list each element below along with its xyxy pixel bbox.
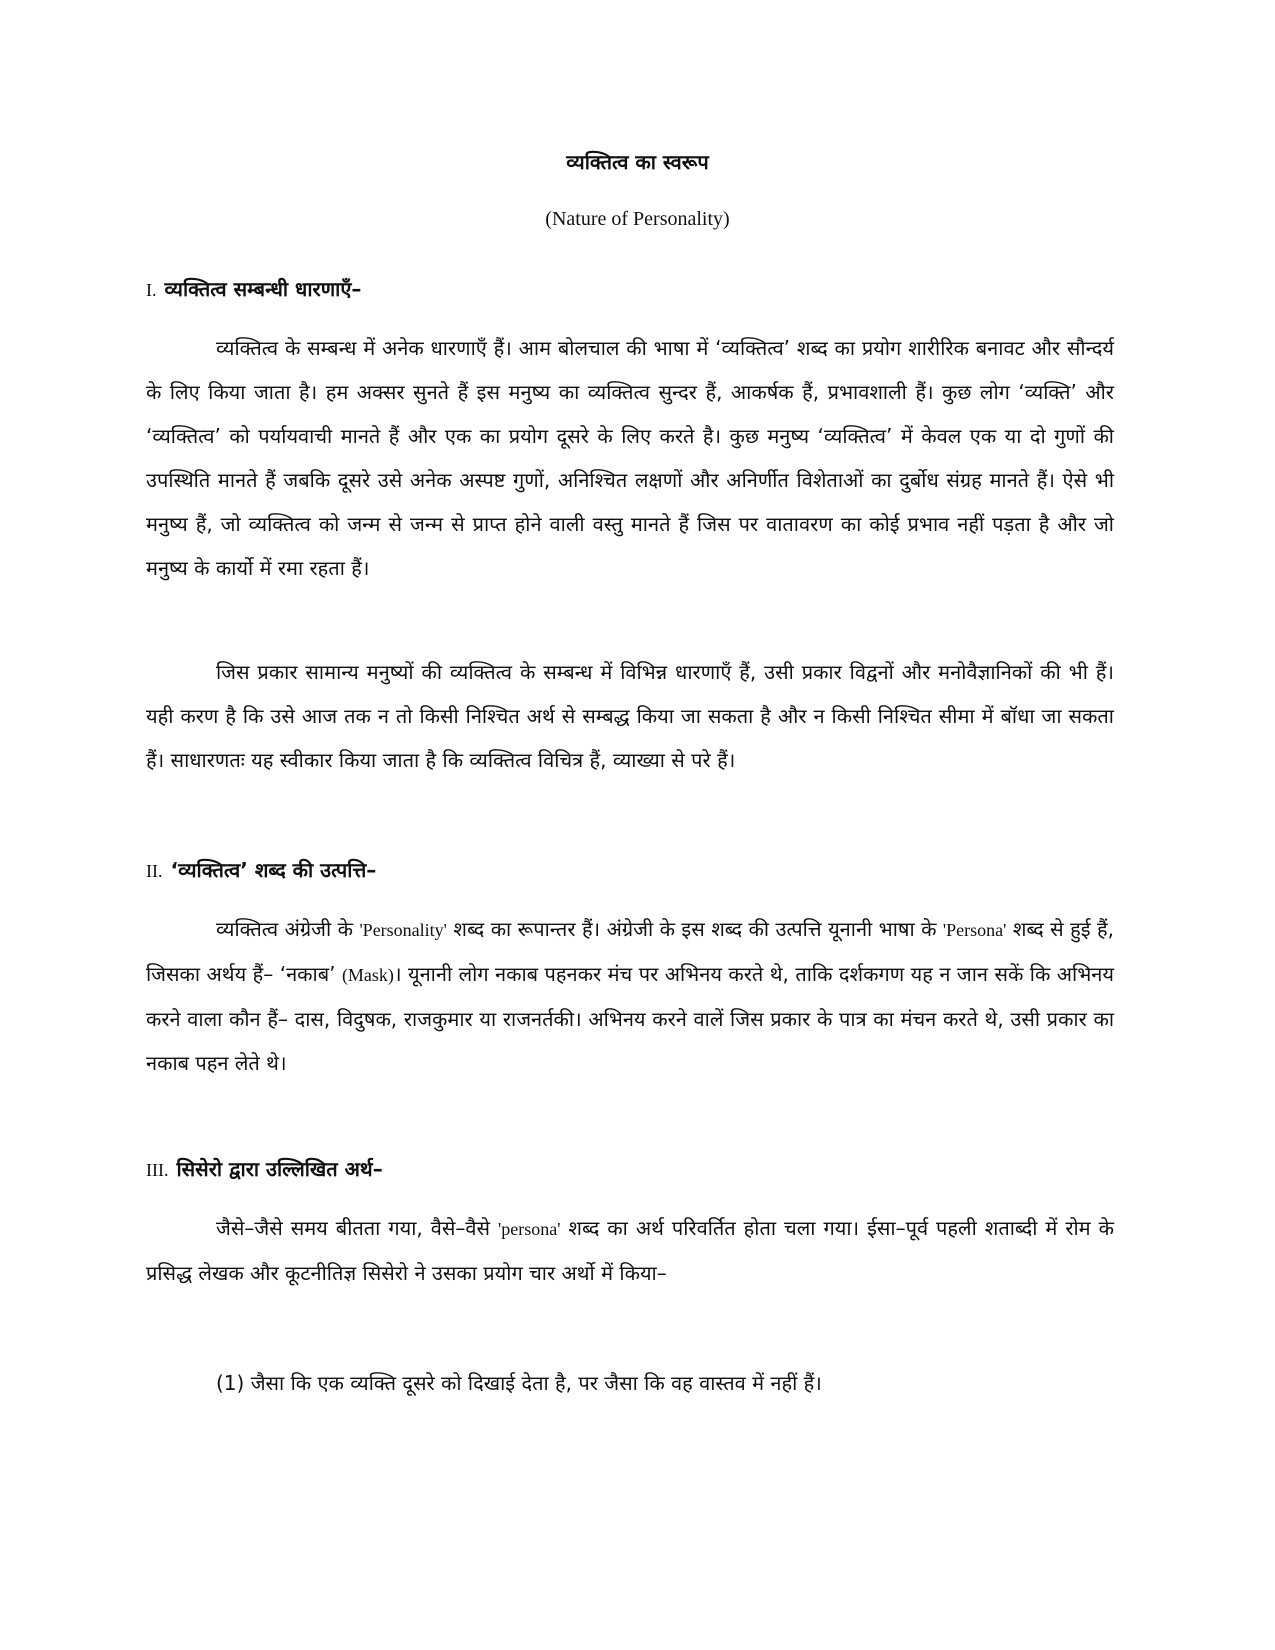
paragraph: व्यक्तित्व के सम्बन्ध में अनेक धारणाएँ हैं। आम बोलचाल की भाषा में ‘व्यक्तित्व’ शब्द का प्रयोग शारीरिक बनावट और सौन्दर्य के लिए किया जाता है। हम अक्सर सुनते हैं इस मनुष्य का व्यक्तित्व सुन्दर हैं, आकर्षक हैं, प्रभावशाली हैं। कुछ लोग ‘व्यक्ति’ और ‘व्यक्तित्व’ को पर्यायवाची मानते हैं और एक का प्रयोग दूसरे के लिए करते है। कुछ मनुष्य ‘व्यक्तित्व’ में केवल एक या दो गुणों की उपस्थिति मानते हैं जबकि दूसरे उसे अनेक अस्पष्ट गुणों, अनिश्चित लक्षणों और अनिर्णीत विशेताओं का दुर्बोध संग्रह मानते हैं। ऐसे भी मनुष्य हैं, जो व्यक्तित्व को जन्म से जन्म से प्राप्त होने वाली वस्तु मानते हैं जिस पर वातावरण का कोई प्रभाव नहीं पड़ता है और जो मनुष्य के कार्यो में रमा रहता हैं। [146,336,1114,580]
section-title: सिसेरो द्वारा उल्लिखित अर्थ– [176,1157,383,1181]
section-number: III. [146,1160,169,1180]
paragraph [146,1206,1114,1295]
paragraph [146,907,1114,1085]
english-term: 'Personality' [359,920,447,940]
paragraph-text: शब्द का अर्थ परिवर्तित होता चला गया। ईसा–पूर्व पहली शताब्दी में रोम के प्रसिद्ध लेखक और कूटनीतिज्ञ सिसेरो ने उसका प्रयोग चार अर्थो में किया– [146,1216,1114,1285]
english-term: (Mask) [341,965,394,985]
document-title: व्यक्तित्व का स्वरूप [566,150,709,174]
section-heading [146,275,361,302]
paragraph-text: जैसे–जैसे समय बीतता गया, वैसे–वैसे [216,1216,498,1240]
paragraph: जिस प्रकार सामान्य मनुष्यों की व्यक्तित्व के सम्बन्ध में विभिन्न धारणाएँ हैं, उसी प्रकार विद्वनों और मनोवैज्ञानिकों की भी हैं। यही करण है कि उसे आज तक न तो किसी निश्चित अर्थ से सम्बद्ध किया जा सकता है और न किसी निश्चित सीमा में बॉधा जा सकता हैं। साधारणतः यह स्वीकार किया जाता है कि व्यक्तित्व विचित्र हैं, व्याख्या से परे हैं। [146,660,1114,772]
section-number: II. [146,861,163,881]
document-subtitle: (Nature of Personality) [545,208,730,230]
paragraph-text: शब्द से हुई हैं, जिसका अर्थय हैं– ‘नकाब’ [146,917,1114,986]
list-item: (1) जैसा कि एक व्यक्ति दूसरे को दिखाई देता है, पर जैसा कि वह वास्तव में नहीं हैं। [216,1371,822,1395]
section-title: ‘व्यक्तित्व’ शब्द की उत्पत्ति– [170,858,377,882]
paragraph-text: । यूनानी लोग नकाब पहनकर मंच पर अभिनय करते थे, ताकि दर्शकगण यह न जान सकें कि अभिनय करने वाला कौन हैं– दास, विदुषक, राजकुमार या राजनर्तकी। अभिनय करने वालें जिस प्रकार के पात्र का मंचन करते थे, उसी प्रकार का नकाब पहन लेते थे। [146,962,1114,1075]
paragraph-text: शब्द का रूपान्तर हैं। अंग्रेजी के इस शब्द की उत्पत्ति यूनानी भाषा के [446,917,943,941]
section-heading [146,1155,383,1182]
section-heading [146,856,376,883]
section-number: I. [146,280,157,300]
section-title: व्यक्तित्व सम्बन्धी धारणाएँ– [164,277,362,301]
english-term: 'Persona' [942,920,1007,940]
paragraph-text: व्यक्तित्व अंग्रेजी के [216,917,360,941]
english-term: 'persona' [497,1219,561,1239]
